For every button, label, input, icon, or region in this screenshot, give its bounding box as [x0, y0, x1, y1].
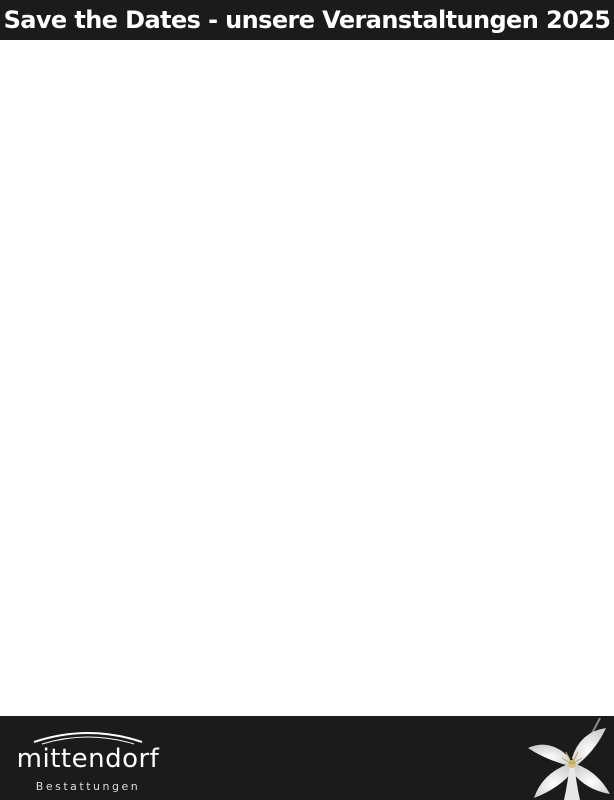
- email-contact[interactable]: [172, 769, 482, 791]
- event-title: [0, 603, 614, 641]
- event-title: [0, 153, 614, 191]
- address: [172, 725, 482, 747]
- lily-flower-icon: [520, 718, 614, 800]
- event-detail: [0, 340, 614, 378]
- event-detail: [0, 265, 614, 303]
- event-title: [0, 528, 614, 566]
- event-detail: [0, 565, 614, 603]
- event-title: [0, 640, 614, 678]
- event-title: [0, 40, 614, 78]
- event-detail: [0, 490, 614, 528]
- event-detail: [0, 678, 614, 716]
- logo-arc-icon: [32, 726, 144, 746]
- registration-phone[interactable]: [172, 747, 482, 769]
- event-title: [0, 378, 614, 416]
- logo-name: mittendorf: [16, 744, 160, 774]
- page-title: Save the Dates - unsere Veranstaltungen 2025: [3, 6, 611, 34]
- event-detail: [0, 115, 614, 153]
- footer: [0, 716, 614, 800]
- mittendorf-logo: [8, 724, 168, 794]
- header-banner: [0, 0, 614, 40]
- logo-subtitle: Bestattungen: [35, 780, 141, 793]
- event-list: [0, 40, 614, 715]
- event-detail: [0, 78, 614, 116]
- event-detail: [0, 415, 614, 453]
- event-detail: [0, 190, 614, 228]
- contact-info: [172, 725, 482, 791]
- event-title: [0, 303, 614, 341]
- event-title: [0, 453, 614, 491]
- event-title: [0, 228, 614, 266]
